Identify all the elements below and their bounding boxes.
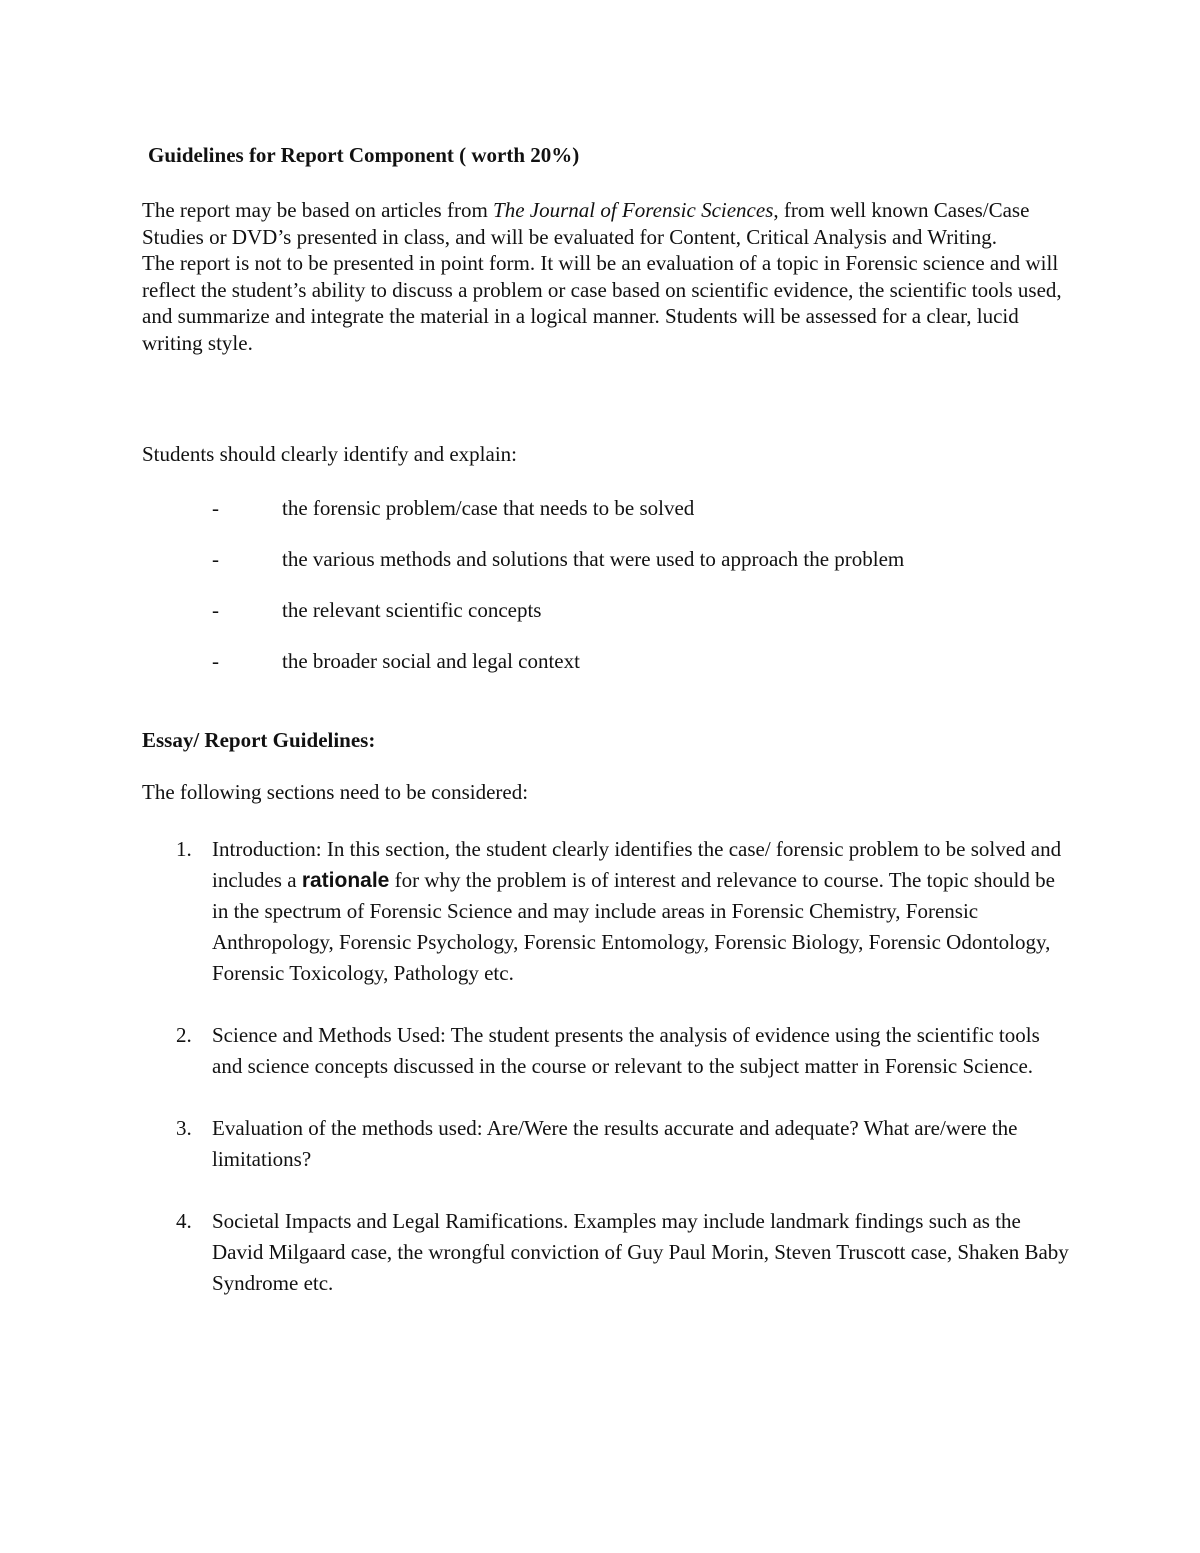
list-item — [142, 546, 1072, 597]
section-number: 2. — [176, 1023, 192, 1047]
section-text: Evaluation of the methods used: Are/Were the results accurate and adequate? What are/were the limitations? — [212, 1116, 1018, 1171]
section-text: Introduction: In this section, the student clearly identifies the case/ forensic problem to be solved and includes a — [212, 837, 1062, 892]
dash-bullet: - — [212, 547, 219, 571]
section-item-societal-impacts — [142, 1206, 1072, 1299]
intro-p1-before: The report may be based on articles from — [142, 198, 494, 222]
intro-text — [142, 197, 1072, 356]
rationale-bold: rationale — [301, 869, 390, 892]
identify-list — [142, 495, 1072, 699]
section-item-evaluation — [142, 1113, 1072, 1175]
list-item — [142, 495, 1072, 546]
section-number: 4. — [176, 1209, 192, 1233]
list-item-text: the forensic problem/case that needs to be solved — [282, 496, 695, 520]
section-item-introduction — [142, 834, 1072, 989]
section-item-science-methods — [142, 1020, 1072, 1082]
section-number: 1. — [176, 837, 192, 861]
list-item-text: the relevant scientific concepts — [282, 598, 542, 622]
intro-paragraph-1 — [142, 197, 1072, 250]
page-title: Guidelines for Report Component ( worth 20%) — [148, 143, 580, 167]
list-item-text: the broader social and legal context — [282, 649, 580, 673]
dash-bullet: - — [212, 649, 219, 673]
section-number: 3. — [176, 1116, 192, 1140]
sections-list — [142, 834, 1072, 1330]
intro-paragraph-2: The report is not to be presented in point form. It will be an evaluation of a topic in Forensic science and will reflect the student’s ability to discuss a problem or case based on scientific evidence, the scientific tools used, and summarize and integrate the material in a logical manner. Students will be assessed for a clear, lucid writing style. — [142, 251, 1062, 355]
list-item — [142, 597, 1072, 648]
section-text: Science and Methods Used: The student presents the analysis of evidence using the scientific tools and science concepts discussed in the course or relevant to the subject matter in Forensic Science. — [212, 1023, 1040, 1078]
journal-title: The Journal of Forensic Sciences — [493, 198, 774, 222]
essay-heading: Essay/ Report Guidelines: — [142, 728, 376, 752]
list-item-text: the various methods and solutions that were used to approach the problem — [282, 547, 905, 571]
intro-p1-after: , from well known Cases/Case Studies or DVD’s presented in class, and will be evaluated for Content, Critical Analysis and Writing. — [142, 198, 1030, 249]
dash-bullet: - — [212, 598, 219, 622]
sections-lead: The following sections need to be considered: — [142, 780, 529, 804]
identify-lead: Students should clearly identify and explain: — [142, 442, 518, 466]
dash-bullet: - — [212, 496, 219, 520]
list-item — [142, 648, 1072, 699]
section-text: Societal Impacts and Legal Ramifications. Examples may include landmark findings such as the David Milgaard case, the wrongful conviction of Guy Paul Morin, Steven Truscott case, Shaken Baby Syndrome etc. — [212, 1209, 1069, 1295]
section-text-after: for why the problem is of interest and relevance to course. The topic should be in the spectrum of Forensic Science and may include areas in Forensic Chemistry, Forensic Anthropology, Forensic Psychology, Forensic Entomology, Forensic Biology, Forensic Odontology, Forensic Toxicology, Pathology etc. — [212, 868, 1055, 985]
